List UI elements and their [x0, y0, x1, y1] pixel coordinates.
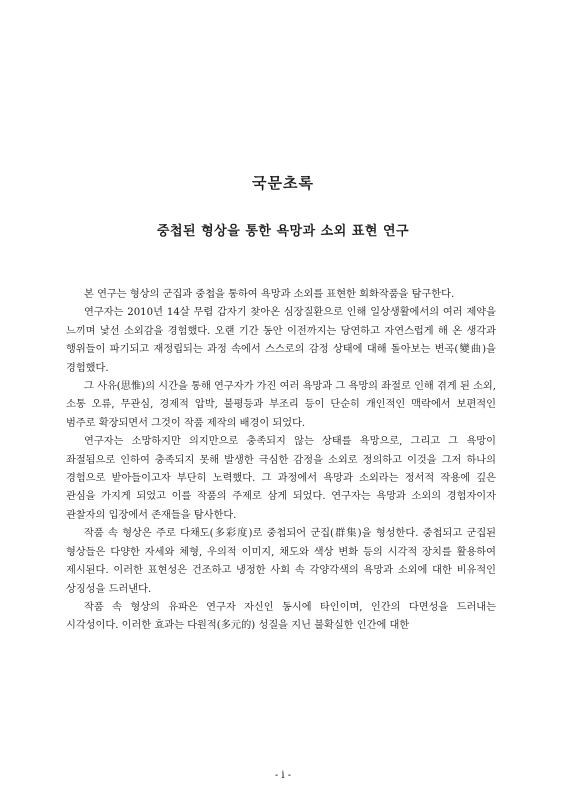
abstract-paragraph-1: 본 연구는 형상의 군집과 중첩을 통하여 욕망과 소외를 표현한 회화작품을 탐구한다.	[84, 289, 455, 300]
abstract-paragraph-3: 그 사유(思惟)의 시간을 통해 연구자가 가진 여러 욕망과 그 욕망의 좌절로 인해 겪게 된 소외, 소통 오류, 무관심, 경제적 압박, 불평등과 부조리 등이 단순히 개인적인 맥락에서 보편적인 범주로 확장되면서 그것이 작품 제작의 배경이 되었다.	[66, 381, 496, 429]
page-number: - i -	[274, 770, 292, 781]
thesis-title: 중첩된 형상을 통한 욕망과 소외 표현 연구	[156, 224, 410, 239]
abstract-paragraph-5: 작품 속 형상은 주로 다채도(多彩度)로 중첩되어 군집(群集)을 형성한다. 중첩되고 군집된 형상들은 다양한 자세와 체형, 우의적 이미지, 채도와 색상 변화 등의 시각적 장치를 활용하여 제시된다. 이러한 표현성은 건조하고 냉정한 사회 속 각양각색의 욕망과 소외에 대한 비유적인 상징성을 드러낸다.	[66, 528, 496, 595]
abstract-paragraph-2: 연구자는 2010년 14살 무렵 갑자기 찾아온 심장질환으로 인해 일상생활에서의 여러 제약을 느끼며 낯선 소외감을 경험했다. 오랜 기간 동안 이전까지는 당연하고 자연스럽게 해 온 생각과 행위들이 파기되고 재정립되는 과정 속에서 스스로의 감정 상태에 대해 돌아보는 변곡(變曲)을 경험했다.	[66, 307, 496, 374]
abstract-body	[66, 286, 496, 636]
page-title: 국문초록	[252, 174, 314, 192]
abstract-paragraph-4: 연구자는 소망하지만 의지만으로 충족되지 않는 상태를 욕망으로, 그리고 그 욕망이 좌절됨으로 인하여 충족되지 못해 발생한 극심한 감정을 소외로 정의하고 이것을 그저 하나의 경험으로 받아들이고자 부단히 노력했다. 그 과정에서 욕망과 소외라는 정서적 작용에 깊은 관심을 가지게 되었고 이를 작품의 주제로 삼게 되었다. 연구자는 욕망과 소외의 경험자이자 관찰자의 입장에서 존재들을 탐사한다.	[66, 436, 496, 521]
abstract-paragraph-6: 작품 속 형상의 유파은 연구자 자신인 동시에 타인이며, 인간의 다면성을 드러내는 시각성이다. 이러한 효과는 다원적(多元的) 성질을 지닌 불확실한 인간에 대한	[66, 601, 496, 632]
